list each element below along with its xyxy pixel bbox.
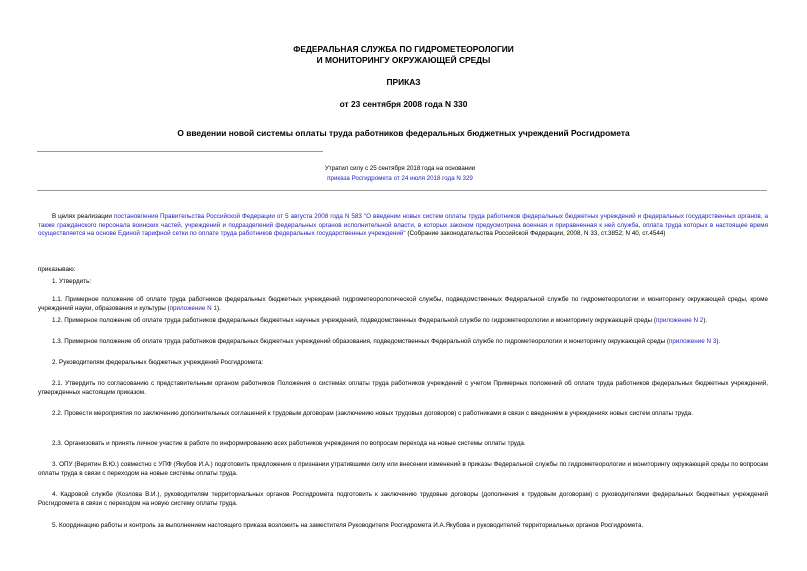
status-note-text: Утратил силу с 25 сентября 2018 года на основании bbox=[324, 165, 476, 172]
preamble-paragraph bbox=[38, 213, 768, 239]
item-2-1: 2.1. Утвердить по согласованию с представительным органом работников Положения о системах оплаты труда работников учреждений с учетом Примерных положений об оплате труда работников федеральных бюджетных учреждений, утвержденных настоящим приказом. bbox=[38, 380, 768, 396]
appendix-3-link[interactable]: приложение N 3 bbox=[668, 338, 717, 345]
order-word: приказываю: bbox=[38, 266, 76, 273]
doc-type: ПРИКАЗ bbox=[386, 77, 421, 87]
item-5: 5. Координацию работы и контроль за выполнением настоящего приказа возложить на заместителя Руководителя Росгидромета И.А.Якубова и руководителей территориальных органов Росгидромета. bbox=[52, 522, 644, 529]
item-1-2: 1.2. Примерное положение об оплате труда работников федеральных бюджетных научных учреждений, подведомственных Федеральной службе по гидрометеорологии и мониторингу окружающей среды (приложение N 2). bbox=[52, 317, 708, 324]
appendix-1-link[interactable]: приложение N 1 bbox=[169, 304, 217, 312]
divider-short bbox=[37, 151, 323, 152]
item-2: 2. Руководителям федеральных бюджетных учреждений Росгидромета: bbox=[52, 359, 264, 366]
agency-line-2: И МОНИТОРИНГУ ОКРУЖАЮЩЕЙ СРЕДЫ bbox=[316, 55, 491, 65]
item-2-2: 2.2. Провести мероприятия по заключению дополнительных соглашений к трудовым договорам (заключению новых трудовых договоров) с работниками в связи с введением в учреждениях новых систем оплаты труда. bbox=[52, 410, 693, 417]
item-1-3: 1.3. Примерное положение об оплате труда работников федеральных бюджетных учреждений образования, подведомственных Федеральной службе по гидрометеорологии и мониторингу окружающей среды (приложение N 3). bbox=[52, 338, 721, 345]
status-note bbox=[170, 164, 630, 184]
government-decree-link[interactable]: постановления Правительства Российской Федерации от 5 августа 2008 года N 583 "О введении новых систем оплаты труда работников федеральных бюджетных учреждений и федеральных государственных органов, а также гражданского персонала воинских частей, учреждений и подразделений федеральных органов исполнительной власти, в которых законом предусмотрена военная и приравненная к ней служба, оплата труда которых в настоящее время осуществляется на основе Единой тарифной сетки по оплате труда работников федеральных государственных учреждений" bbox=[38, 213, 768, 237]
item-1-1: 1.1. Примерное положение об оплате труда работников федеральных бюджетных учреждений гидрометеорологической службы, подведомственных Федеральной службе по гидрометеорологии и мониторингу окружающей среды, кроме учреждений науки, образования и культуры (приложение N 1). bbox=[38, 296, 768, 312]
divider-long bbox=[37, 190, 767, 191]
preamble-tail: (Собрание законодательства Российской Федерации, 2008, N 33, ст.3852; N 40, ст.4544) bbox=[405, 230, 666, 237]
item-1: 1. Утвердить: bbox=[52, 278, 92, 285]
item-4: 4. Кадровой службе (Козлова В.И.), руководителям территориальных органов Росгидромета подготовить к заключению трудовые договоры (дополнения к трудовым договорам) с руководителями федеральных бюджетных учреждений Росгидромета в связи с переходом на новую систему оплаты труда. bbox=[38, 491, 768, 507]
repeal-order-link[interactable]: приказа Росгидромета от 24 июля 2018 года N 329 bbox=[327, 175, 473, 182]
item-3: 3. ОПУ (Верятин В.Ю.) совместно с УПФ (Якубов И.А.) подготовить предложения о признании утратившими силу или внесении изменений в приказы Федеральной службы по гидрометеорологии и мониторингу окружающей среды по вопросам оплаты труда в связи с переходом на новые системы оплаты труда. bbox=[38, 461, 768, 477]
preamble-lead: В целях реализации bbox=[52, 213, 114, 220]
doc-title: О введении новой системы оплаты труда работников федеральных бюджетных учреждений Росгидромета bbox=[177, 128, 630, 138]
agency-line-1: ФЕДЕРАЛЬНАЯ СЛУЖБА ПО ГИДРОМЕТЕОРОЛОГИИ bbox=[293, 44, 514, 54]
item-2-3: 2.3. Организовать и принять личное участие в работе по информированию всех работников учреждения по вопросам перехода на новые системы оплаты труда. bbox=[52, 440, 526, 447]
doc-date: от 23 сентября 2008 года N 330 bbox=[339, 99, 468, 109]
appendix-2-link[interactable]: приложение N 2 bbox=[655, 317, 704, 324]
